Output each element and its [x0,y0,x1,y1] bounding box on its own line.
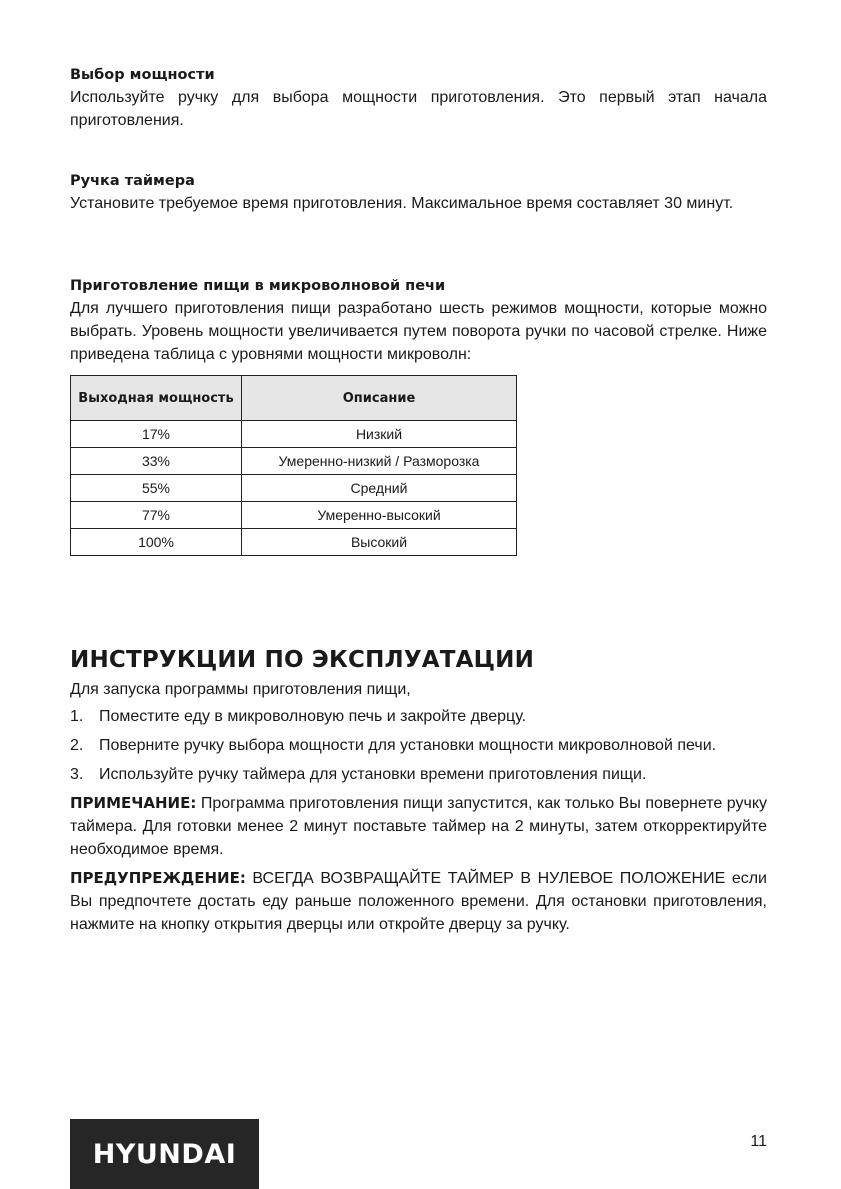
power-cell: 55% [71,475,242,502]
note-label: ПРИМЕЧАНИЕ: [70,794,197,812]
instructions-steps [70,705,767,786]
step-number: 1. [70,708,84,725]
table-row [71,529,517,556]
page-number: 11 [750,1133,767,1150]
description-cell: Умеренно-низкий / Разморозка [242,448,517,475]
column-header-description: Описание [242,376,517,421]
power-cell: 17% [71,421,242,448]
power-levels-table [70,375,517,556]
description-cell: Умеренно-высокий [242,502,517,529]
section-text: Установите требуемое время приготовления. Максимальное время составляет 30 минут. [70,195,734,212]
step-text: Поместите еду в микроволновую печь и закройте дверцу. [99,708,527,725]
section-text: Для лучшего приготовления пищи разработано шесть режимов мощности, которые можно выбрать. Уровень мощности увеличивается путем поворота ручки по часовой стрелке. Ниже приведена таблица с уровнями мощности микроволн: [70,300,767,363]
step-number: 3. [70,766,84,783]
instructions-intro: Для запуска программы приготовления пищи, [70,681,411,698]
table-row [71,475,517,502]
table-row [71,448,517,475]
table-row [71,502,517,529]
description-cell: Низкий [242,421,517,448]
section-text: Используйте ручку для выбора мощности приготовления. Это первый этап начала приготовления. [70,89,767,129]
power-cell: 100% [71,529,242,556]
warning-paragraph [70,867,767,936]
table-row [71,421,517,448]
step-number: 2. [70,737,84,754]
column-header-power: Выходная мощность [71,376,242,421]
section-power-select [70,64,767,132]
description-cell: Средний [242,475,517,502]
list-item [70,763,767,786]
list-item [70,734,767,757]
hyundai-logo: HYUNDAI [70,1119,259,1189]
section-heading: Приготовление пищи в микроволновой печи [70,278,446,294]
power-cell: 77% [71,502,242,529]
step-text: Используйте ручку таймера для установки времени приготовления пищи. [99,766,647,783]
section-timer-knob [70,170,767,215]
table-header-row [71,376,517,421]
warning-text: ВСЕГДА ВОЗВРАЩАЙТЕ ТАЙМЕР В НУЛЕВОЕ ПОЛОЖЕНИЕ если Вы предпочтете достать еду раньше положенного времени. Для остановки приготовления, нажмите на кнопку открытия дверцы или откройте дверцу за ручку. [70,870,767,933]
section-heading: Выбор мощности [70,67,215,83]
description-cell: Высокий [242,529,517,556]
instructions-heading: ИНСТРУКЦИИ ПО ЭКСПЛУАТАЦИИ [70,647,535,673]
section-microwave-cooking [70,275,767,366]
note-paragraph [70,792,767,861]
note-text: Программа приготовления пищи запустится, как только Вы повернете ручку таймера. Для готовки менее 2 минут поставьте таймер на 2 минуты, затем откорректируйте необходимое время. [70,795,767,858]
section-heading: Ручка таймера [70,173,195,189]
list-item [70,705,767,728]
instructions-section [70,678,767,942]
step-text: Поверните ручку выбора мощности для установки мощности микроволновой печи. [99,737,717,754]
power-cell: 33% [71,448,242,475]
warning-label: ПРЕДУПРЕЖДЕНИЕ: [70,869,246,887]
